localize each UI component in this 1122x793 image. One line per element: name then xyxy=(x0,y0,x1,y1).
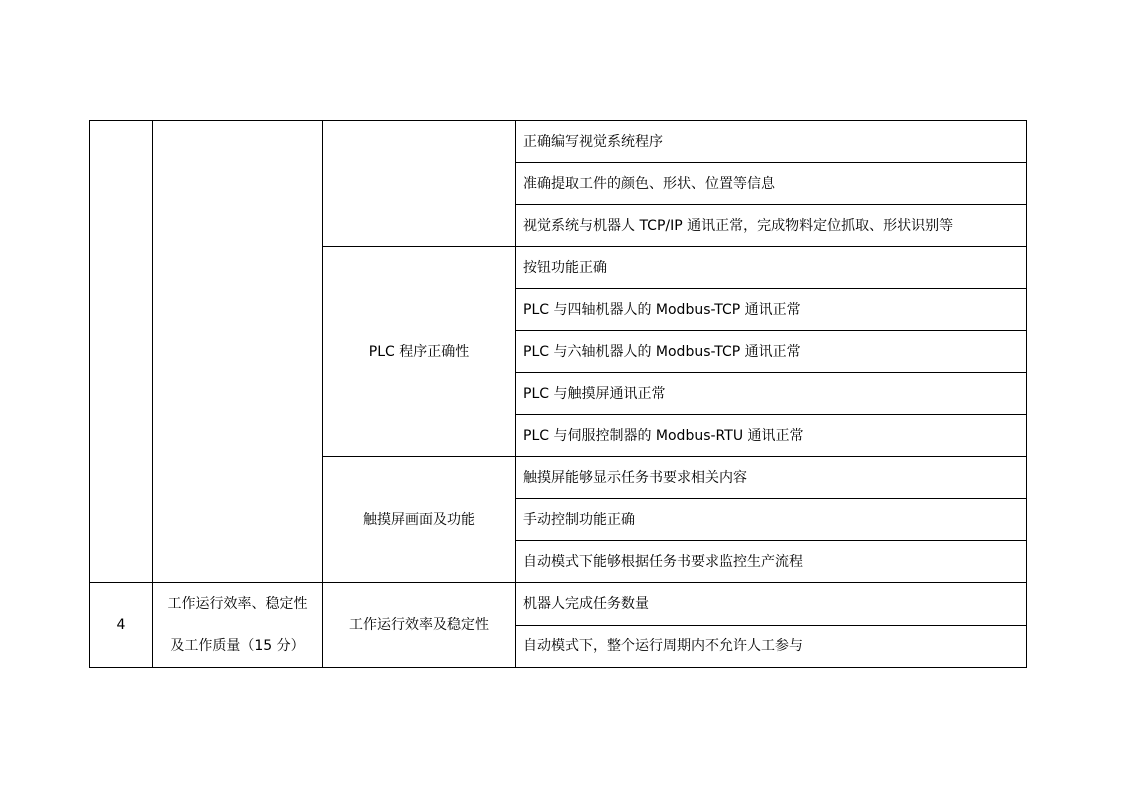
category-line: 工作运行效率、稳定性 xyxy=(167,596,308,612)
subcategory-cell: 触摸屏画面及功能 xyxy=(323,457,516,583)
criterion-cell: 自动模式下，整个运行周期内不允许人工参与 xyxy=(516,625,1027,668)
criterion-cell: PLC 与四轴机器人的 Modbus-TCP 通讯正常 xyxy=(516,289,1027,331)
category-cell-continued xyxy=(153,121,323,583)
criterion-cell: 正确编写视觉系统程序 xyxy=(516,121,1027,163)
criterion-cell: 视觉系统与机器人 TCP/IP 通讯正常，完成物料定位抓取、形状识别等 xyxy=(516,205,1027,247)
criterion-cell: 按钮功能正确 xyxy=(516,247,1027,289)
criterion-cell: PLC 与触摸屏通讯正常 xyxy=(516,373,1027,415)
criterion-cell: 自动模式下能够根据任务书要求监控生产流程 xyxy=(516,541,1027,583)
scoring-table xyxy=(89,120,1027,668)
criterion-cell: PLC 与六轴机器人的 Modbus-TCP 通讯正常 xyxy=(516,331,1027,373)
subcategory-cell: 工作运行效率及稳定性 xyxy=(323,583,516,668)
table-row xyxy=(90,583,1027,626)
criterion-cell: 触摸屏能够显示任务书要求相关内容 xyxy=(516,457,1027,499)
subcategory-cell: PLC 程序正确性 xyxy=(323,247,516,457)
criterion-cell: 准确提取工件的颜色、形状、位置等信息 xyxy=(516,163,1027,205)
subcategory-cell xyxy=(323,121,516,247)
number-cell-continued xyxy=(90,121,153,583)
criterion-cell: 手动控制功能正确 xyxy=(516,499,1027,541)
criterion-cell: 机器人完成任务数量 xyxy=(516,583,1027,626)
category-line: 及工作质量（15 分） xyxy=(170,638,305,654)
table-row xyxy=(90,121,1027,163)
item-number-cell: 4 xyxy=(90,583,153,668)
category-cell xyxy=(153,583,323,668)
criterion-cell: PLC 与伺服控制器的 Modbus-RTU 通讯正常 xyxy=(516,415,1027,457)
